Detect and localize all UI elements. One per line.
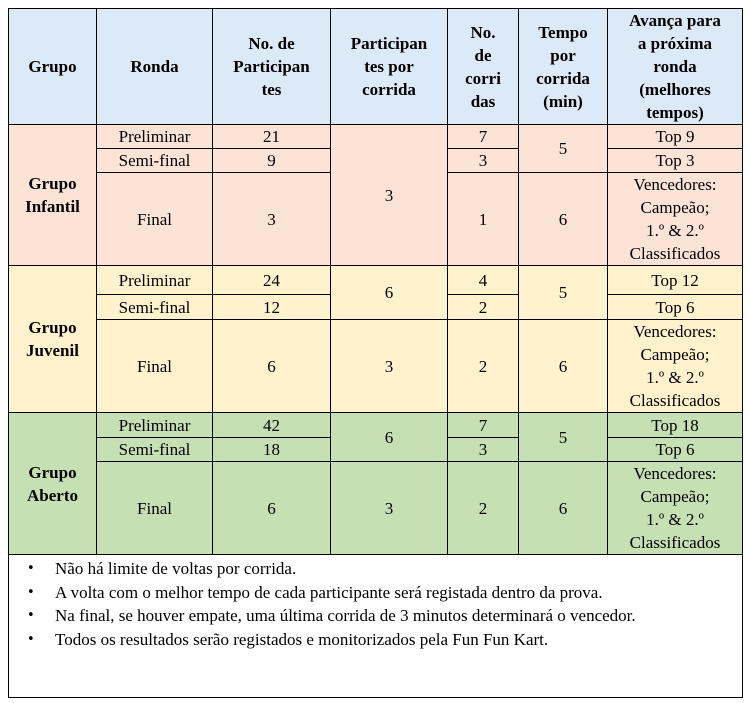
participantes-cell: 6: [213, 320, 331, 413]
note-text: Na final, se houver empate, uma última corrida de 3 minutos determinará o vencedor.: [55, 606, 636, 625]
tempo-cell: 5: [519, 125, 608, 173]
corridas-cell: 3: [448, 149, 519, 173]
header-por-corrida: Participan tes por corrida: [331, 9, 448, 125]
table-row: [9, 320, 743, 413]
notes-cell: [9, 555, 743, 698]
table-row: [9, 462, 743, 555]
header-row: [9, 9, 743, 125]
note-text: Não há limite de voltas por corrida.: [55, 559, 297, 578]
tempo-cell: 6: [519, 320, 608, 413]
ronda-cell: Semi-final: [97, 438, 213, 462]
header-tempo: Tempo por corrida (min): [519, 9, 608, 125]
avanca-cell: Top 6: [608, 295, 743, 320]
ronda-cell: Preliminar: [97, 413, 213, 438]
corridas-cell: 2: [448, 295, 519, 320]
participantes-cell: 6: [213, 462, 331, 555]
group-label-aberto: Grupo Aberto: [9, 413, 97, 555]
header-avanca: Avança para a próxima ronda (melhores tempos): [608, 9, 743, 125]
participantes-cell: 9: [213, 149, 331, 173]
notes-list: [9, 557, 736, 651]
participantes-cell: 18: [213, 438, 331, 462]
list-item: [9, 557, 736, 581]
ronda-cell: Final: [97, 462, 213, 555]
table-row: [9, 125, 743, 149]
corridas-cell: 4: [448, 266, 519, 295]
por-corrida-cell: 6: [331, 413, 448, 462]
tempo-cell: 5: [519, 266, 608, 320]
corridas-cell: 7: [448, 413, 519, 438]
header-grupo: Grupo: [9, 9, 97, 125]
participantes-cell: 24: [213, 266, 331, 295]
list-item: [9, 604, 736, 628]
header-participantes: No. de Participan tes: [213, 9, 331, 125]
avanca-cell: Top 12: [608, 266, 743, 295]
ronda-cell: Semi-final: [97, 295, 213, 320]
avanca-cell: Top 3: [608, 149, 743, 173]
bullet-icon: •: [27, 584, 35, 600]
header-ronda: Ronda: [97, 9, 213, 125]
corridas-cell: 2: [448, 320, 519, 413]
participantes-cell: 12: [213, 295, 331, 320]
participantes-cell: 42: [213, 413, 331, 438]
bullet-icon: •: [27, 561, 35, 576]
tempo-cell: 6: [519, 173, 608, 266]
por-corrida-cell: 3: [331, 462, 448, 555]
participantes-cell: 3: [213, 173, 331, 266]
list-item: [9, 581, 736, 605]
por-corrida-cell: 3: [331, 320, 448, 413]
header-corridas: No. de corri das: [448, 9, 519, 125]
bullet-icon: •: [27, 608, 35, 623]
ronda-cell: Semi-final: [97, 149, 213, 173]
corridas-cell: 7: [448, 125, 519, 149]
corridas-cell: 1: [448, 173, 519, 266]
table-row: [9, 413, 743, 438]
por-corrida-cell: 3: [331, 125, 448, 266]
avanca-cell: Top 9: [608, 125, 743, 149]
bullet-icon: •: [27, 631, 35, 647]
avanca-cell: Vencedores: Campeão; 1.º & 2.º Classificados: [608, 462, 743, 555]
participantes-cell: 21: [213, 125, 331, 149]
avanca-cell: Top 6: [608, 438, 743, 462]
tempo-cell: 5: [519, 413, 608, 462]
kart-competition-table: [8, 8, 743, 698]
notes-row: [9, 555, 743, 698]
corridas-cell: 3: [448, 438, 519, 462]
group-label-juvenil: Grupo Juvenil: [9, 266, 97, 413]
group-label-infantil: Grupo Infantil: [9, 125, 97, 266]
ronda-cell: Final: [97, 173, 213, 266]
corridas-cell: 2: [448, 462, 519, 555]
por-corrida-cell: 6: [331, 266, 448, 320]
avanca-cell: Vencedores: Campeão; 1.º & 2.º Classificados: [608, 173, 743, 266]
avanca-cell: Top 18: [608, 413, 743, 438]
tempo-cell: 6: [519, 462, 608, 555]
ronda-cell: Preliminar: [97, 125, 213, 149]
ronda-cell: Final: [97, 320, 213, 413]
list-item: [9, 628, 736, 652]
note-text: Todos os resultados serão registados e monitorizados pela Fun Fun Kart.: [55, 629, 549, 649]
avanca-cell: Vencedores: Campeão; 1.º & 2.º Classificados: [608, 320, 743, 413]
note-text: A volta com o melhor tempo de cada participante será registada dentro da prova.: [55, 582, 603, 602]
ronda-cell: Preliminar: [97, 266, 213, 295]
table-row: [9, 266, 743, 295]
